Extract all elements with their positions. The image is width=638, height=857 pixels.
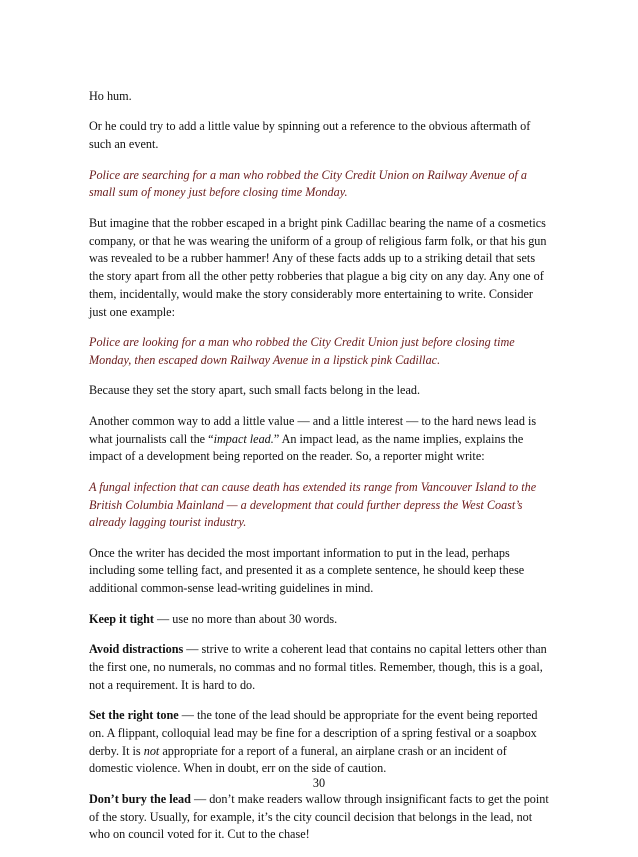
guideline-set-the-right-tone [89,707,551,778]
guideline-text: appropriate for a report of a funeral, an airplane crash or an incident of domestic violence. When in doubt, err on the side of caution. [89,743,507,776]
guideline-text: — use no more than about 30 words. [154,611,338,626]
guideline-emphasis-not: not [143,743,160,758]
example-lead-police-searching: Police are searching for a man who robbed the City Credit Union on Railway Avenue of a small sum of money just before closing time Monday. [89,167,528,200]
guideline-heading: Don’t bury the lead [89,791,191,806]
guideline-heading: Keep it tight [89,611,154,626]
document-body [89,88,551,857]
impact-lead-text-c: ” An impact lead, as the name implies, explains the impact of a development being reported on the reader. So, a reporter might write: [89,431,524,464]
impact-lead-text-a: Another common way to add a little value — and a little interest — to the hard news lead is what journalists call the “ [89,413,537,446]
paragraph-aftermath: Or he could try to add a little value by spinning out a reference to the obvious aftermath of such an event. [89,119,531,152]
page-number: 30 [312,776,326,790]
paragraph-guidelines-intro: Once the writer has decided the most important information to put in the lead, perhaps including some telling fact, and presented it as a complete sentence, he should keep these additional common-sense lead-writing guidelines in mind. [89,545,525,596]
impact-lead-term: impact lead. [213,431,274,446]
guideline-dont-bury-the-lead [89,791,551,844]
guideline-keep-it-tight [89,611,551,629]
paragraph-impact-lead [89,413,551,466]
example-lead-fungal-infection: A fungal infection that can cause death has extended its range from Vancouver Island to the British Columbia Mainland — a development that could further depress the West Coast’s already lagging tourist industry. [89,479,537,530]
guideline-text: — the tone of the lead should be appropriate for the event being reported on. A flippant, colloquial lead may be fine for a description of a spring festival or a soapbox derby. It is [89,708,538,758]
guideline-avoid-distractions [89,641,551,694]
guideline-heading: Avoid distractions [89,642,184,657]
paragraph-small-facts: Because they set the story apart, such small facts belong in the lead. [89,383,420,398]
paragraph-ho-hum: Ho hum. [89,89,132,103]
guideline-text: — strive to write a coherent lead that contains no capital letters other than the first one, no numerals, no commas and no formal titles. Remember, though, this is a goal, not a requirement. It is hard to do. [89,642,547,692]
paragraph-pink-cadillac: But imagine that the robber escaped in a bright pink Cadillac bearing the name of a cosmetics company, or that he was wearing the uniform of a group of religious farm folk, or that his gun was revealed to be a rubber hammer! Any of these facts adds up to a striking detail that sets the story apart from all the other petty robberies that plague a big city on any day. Any one of them, incidentally, would make the story considerably more entertaining to write. Consider just one example: [89,215,547,319]
guideline-text: — don’t make readers wallow through insignificant facts to get the point of the story. Usually, for example, it’s the city council decision that belongs in the lead, not who on council voted for it. Cut to the chase! [89,791,549,842]
example-lead-police-looking: Police are looking for a man who robbed the City Credit Union just before closing time Monday, then escaped down Railway Avenue in a lipstick pink Cadillac. [89,335,515,367]
guideline-heading: Set the right tone [89,708,179,723]
